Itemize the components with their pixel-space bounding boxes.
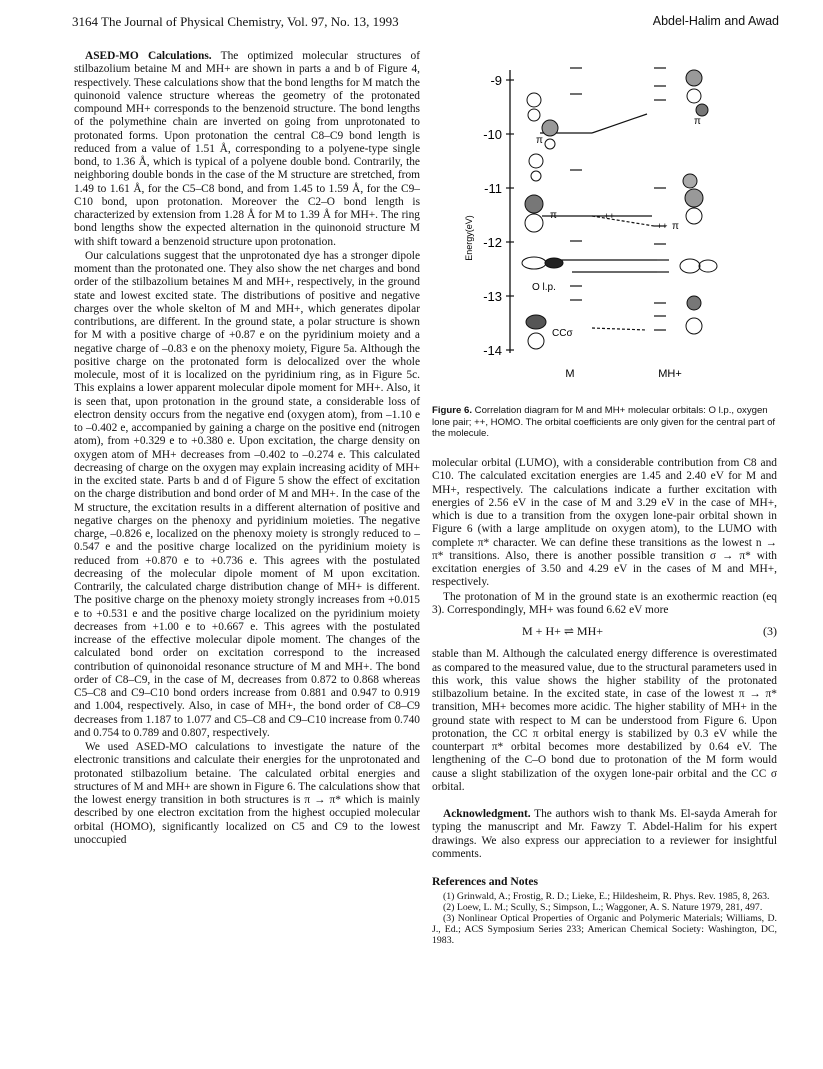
running-header-left: 3164 The Journal of Physical Chemistry, Vol. 97, No. 13, 1993 <box>72 14 399 29</box>
acknowledgment <box>432 808 777 861</box>
x-label-m: M <box>565 368 575 380</box>
caption-label: Figure 6. <box>432 405 472 416</box>
paragraph-dipole: Our calculations suggest that the unprotonated dye has a stronger dipole moment than the protonated one. They also show the net charges and bond order of the stilbazolium betaines M and MH+, respectively, in the ground state and lowest excited state. The distributions of positive and negative charges over the whole skelton of M and MH+, which generates dipolar contributions, are different. In the ground state, a polar structure is shown for M with a positive charge of +0.87 e on the pyridinium moiety and a negative charge of –0.83 e on the phenoxy moiety, Figure 5a. Although the positive charge on the protonated form is delocalized over the whole molecule, most of it is localized on the pyridinium ring, as in Figure 5c. This explains a lower apparent molecular dipole moment for MH+. Also, it is seen that, upon protonation in the ground state, a considerable loss of electron density occurs from the negative end (oxygen atom), from –1.10 e to –0.402 e, accompanied by gaining a charge on the positive end (nitrogen atom), from +0.329 e to +0.380 e. Upon excitation, the charge density on oxygen atom of MH+ decreases from –0.402 to –0.274 e. This calculated decreasing of charge on the oxygen may explain increasing acidity of MH+ in the excited state. Parts b and d of Figure 5 show the effect of excitation on the charge distribution and bond order of M and MH+. In the case of the M structure, the excitation results in a different alternation of positive and negative charges on the phenoxy and pyridinium moieties. The negative charge, –0.826 e, localized on the phenoxy moiety is strongly reduced to –0.547 e and the positive charge localized on the pyridinium moiety is reduced from +0.870 e to +0.736 e. This agrees with the postulated decreasing of the molecular dipole moment of M upon excitation. Contrarily, the calculated charge distribution change of MH+ is different. The positive charge on the phenoxy moiety strongly increases from +0.015 e to +0.531 e and the positive charge localized on the pyridinium moiety decreases from +1.00 e to +0.667 e. This agrees with the postulated increase of the effective molecular dipole moment. The changes of the calculated bond order on excitation correspond to the increased contribution of quinonoidal resonance structure of M and MH+. The bond order of C8–C9, in the case of M, decreases from 0.872 to 0.868 whereas C5–C8 and C9–C10 bond orders increase from 0.881 and 0.947 to 0.919 and 1.004, respectively. Also, in case of MH+, the bond order of C8–C9 decreases from 1.187 to 1.077 and C5–C8 and C9–C10 increase from 0.740 and 0.754 to 0.789 and 0.807, respectively. <box>74 249 420 739</box>
equation-3 <box>432 625 777 638</box>
homo-label: ++ <box>657 221 668 231</box>
y-axis-label: Energy(eV) <box>464 215 474 261</box>
pi-label: π <box>672 221 679 232</box>
reference-item: (1) Grinwald, A.; Frostig, R. D.; Lieke, E.; Hildesheim, R. Phys. Rev. 1985, 8, 263. <box>443 891 770 903</box>
running-header-authors: Abdel-Halim and Awad <box>652 14 779 28</box>
equation-body: M + H+ ⇌ MH+ <box>522 624 604 638</box>
reference-item: (2) Loew, L. M.; Scully, S.; Simpson, L.; Waggoner, A. S. Nature 1979, 281, 497. <box>443 902 763 914</box>
equation-number: (3) <box>763 624 777 638</box>
y-tick-label: -12 <box>483 235 502 250</box>
lone-pair-label: O l.p. <box>532 282 556 293</box>
paragraph-transitions: We used ASED-MO calculations to investigate the nature of the electronic transitions and calculate their energies for the unprotonated and protonated stilbazolium betaine. The calculated orbital energies and structures of M and MH+ are shown in Figure 6. The calculations show that the lowest energy transition in both structures is π → π* which is mainly described by one electron excitation from the highest occupied molecular orbital (HOMO), significantly localized on C5 and C9 to the lowest unoccupied <box>74 741 420 846</box>
y-tick-label: -10 <box>483 127 502 142</box>
figure-6-correlation-diagram <box>432 48 777 393</box>
right-column <box>432 457 777 946</box>
paragraph-text: The optimized molecular structures of stilbazolium betaine M and MH+ are shown in parts a and b of Figure 4, respectively. These calculations show that the bond lengths for M match the quinonoid valence structure whereas the geometry of the protonated compound MH+ corresponds to the benzenoid structure. The bond lengths of the polymethine chain are inverted on going from unprotonated to protonated forms. Upon protonation the central C8–C9 bond length is reduced from a value of 1.51 Å, corresponding to a polyene-type single bond, to 1.36 Å, which is typical of a polyene double bond. Contrarily, the neighboring double bonds in the case of the M structure are stretched, from 1.49 to 1.61 Å, for the C5–C8 bond, and from 1.45 to 1.59 Å, for the C9–C10 bond, upon protonation. Moreover the C2–O bond length is characterized by extension from 1.28 Å for M to 1.39 Å for MH+. The ring bond lengths show the expected alternation in the quinonoid structure M with shift toward a benzenoid structure upon protonation. <box>74 50 420 248</box>
y-tick-label: -13 <box>483 289 502 304</box>
ack-text: The authors wish to thank Ms. El-sayda Amerah for typing the manuscript and Mr. Fawzy T. Abdel-Halim for his expert drawings. We also express our appreciation to a reviewer for insightful comments. <box>432 808 777 860</box>
caption-text: Correlation diagram for M and MH+ molecular orbitals: O l.p., oxygen lone pair; ++, HOMO. The orbital coefficients are only given for the central part of the molecule. <box>432 405 776 439</box>
paragraph-stability: stable than M. Although the calculated energy difference is overestimated as compared to the measured value, due to the structural parameters used in this work, this value shows the higher stability of the protonated stilbazolium betaine. In the excited state, in case of the lowest π → π* transition, MH+ becomes more acidic. The higher stability of MH+ in the ground state with respect to M can be understood from Figure 6. Upon protonation, the CC π orbital energy is stabilized by 0.3 eV while the counterpart π* orbital becomes more destabilized by 0.64 eV. The lengthening of the C–O bond due to protonation of the M form would cause a slight stabilization of the oxygen lone-pair orbital and the CC σ orbital. <box>432 648 777 793</box>
paragraph-lumo: molecular orbital (LUMO), with a considerable contribution from C8 and C10. The calculated excitation energies are 1.45 and 2.40 eV for M and MH+, respectively. The calculations indicate a further excitation with energies of 2.56 eV in the case of M and 3.29 eV in the case of MH+, which is due to a transition from the oxygen lone-pair orbital shown in Figure 6 (with a large amplitude on oxygen atom), to the LUMO with complete π* character. We can define these transitions as the lowest n → π* transitions. Also, there is another possible transition σ → π* with excitation energies of 3.50 and 4.29 eV in the cases of M and MH+, respectively. <box>432 457 777 589</box>
pi-label: π <box>536 135 543 146</box>
pi-label: π <box>694 116 701 127</box>
x-label-mh: MH+ <box>658 368 682 380</box>
y-tick-label: -9 <box>490 73 502 88</box>
pi-label: π <box>550 210 557 221</box>
cc-sigma-label: CCσ <box>552 328 573 339</box>
ack-heading: Acknowledgment. <box>443 808 531 820</box>
paragraph-protonation: The protonation of M in the ground state is an exothermic reaction (eq 3). Correspondingly, MH+ was found 6.62 eV more <box>432 590 777 616</box>
y-tick-label: -14 <box>483 343 502 358</box>
figure-caption <box>432 405 777 440</box>
left-column <box>74 50 420 847</box>
homo-label: ++ <box>604 211 615 221</box>
section-heading: ASED-MO Calculations. <box>85 50 212 62</box>
references-heading: References and Notes <box>432 875 539 888</box>
y-tick-label: -11 <box>484 181 502 196</box>
reference-item: (3) Nonlinear Optical Properties of Organic and Polymeric Materials; Williams, D. J., Ed.; ACS Symposium Series 233; American Chemical Society: Washington, DC, 1983. <box>432 913 777 947</box>
paragraph-ased-mo <box>74 50 420 249</box>
